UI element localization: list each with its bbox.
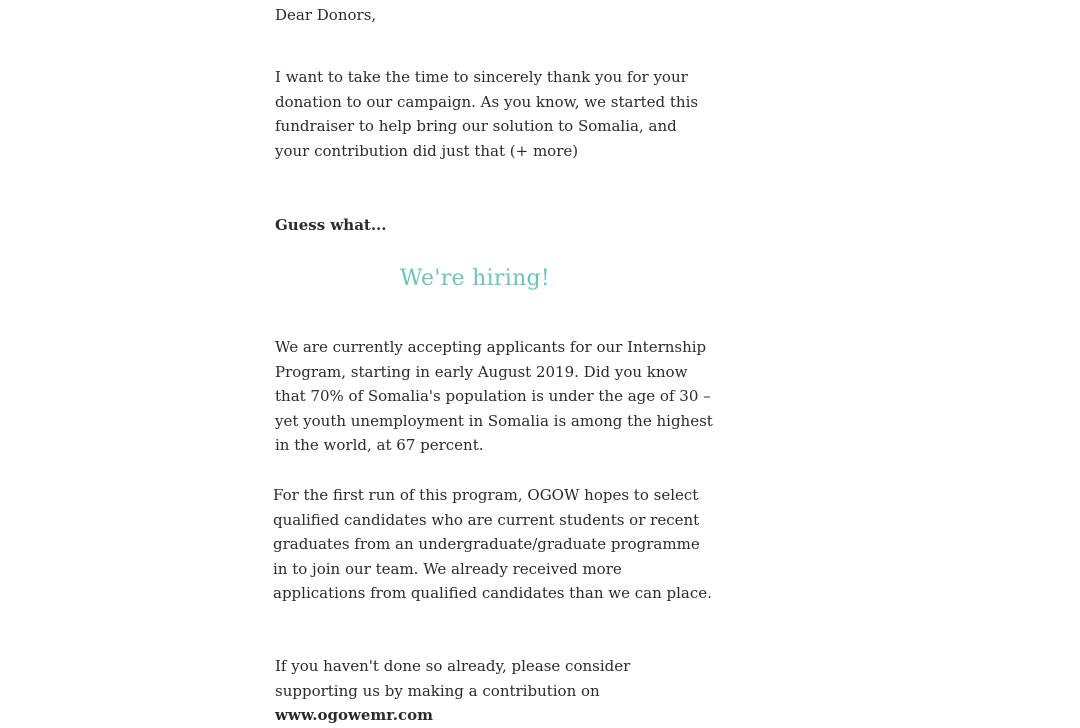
read-more-link[interactable]: (+ more) [509,141,579,160]
hiring-headline: We're hiring! [399,266,551,291]
teaser-heading: Guess what... [275,216,387,234]
program-paragraph: For the first run of this program, OGOW hopes to select qualified candidates who are current students or recent graduates from an undergraduate/graduate programme in to join our team. We already received more applications from qualified candidates than we can place. [273,486,712,602]
website-link[interactable]: www.ogowemr.com [275,706,434,724]
intro-text: I want to take the time to sincerely thank you for your donation to our campaign. As you know, we started this fundraiser to help bring our solution to Somalia, and your contribution did just that [275,68,699,160]
intro-paragraph [275,65,715,163]
contribution-text: If you haven't done so already, please consider supporting us by making a contribution on [275,657,631,700]
contribution-paragraph [275,654,715,728]
letter-greeting: Dear Donors, [275,6,377,24]
internship-paragraph: We are currently accepting applicants for our Internship Program, starting in early August 2019. Did you know that 70% of Somalia's population is under the age of 30 – yet youth unemployment in Somalia is among the highest in the world, at 67 percent. [275,338,713,454]
